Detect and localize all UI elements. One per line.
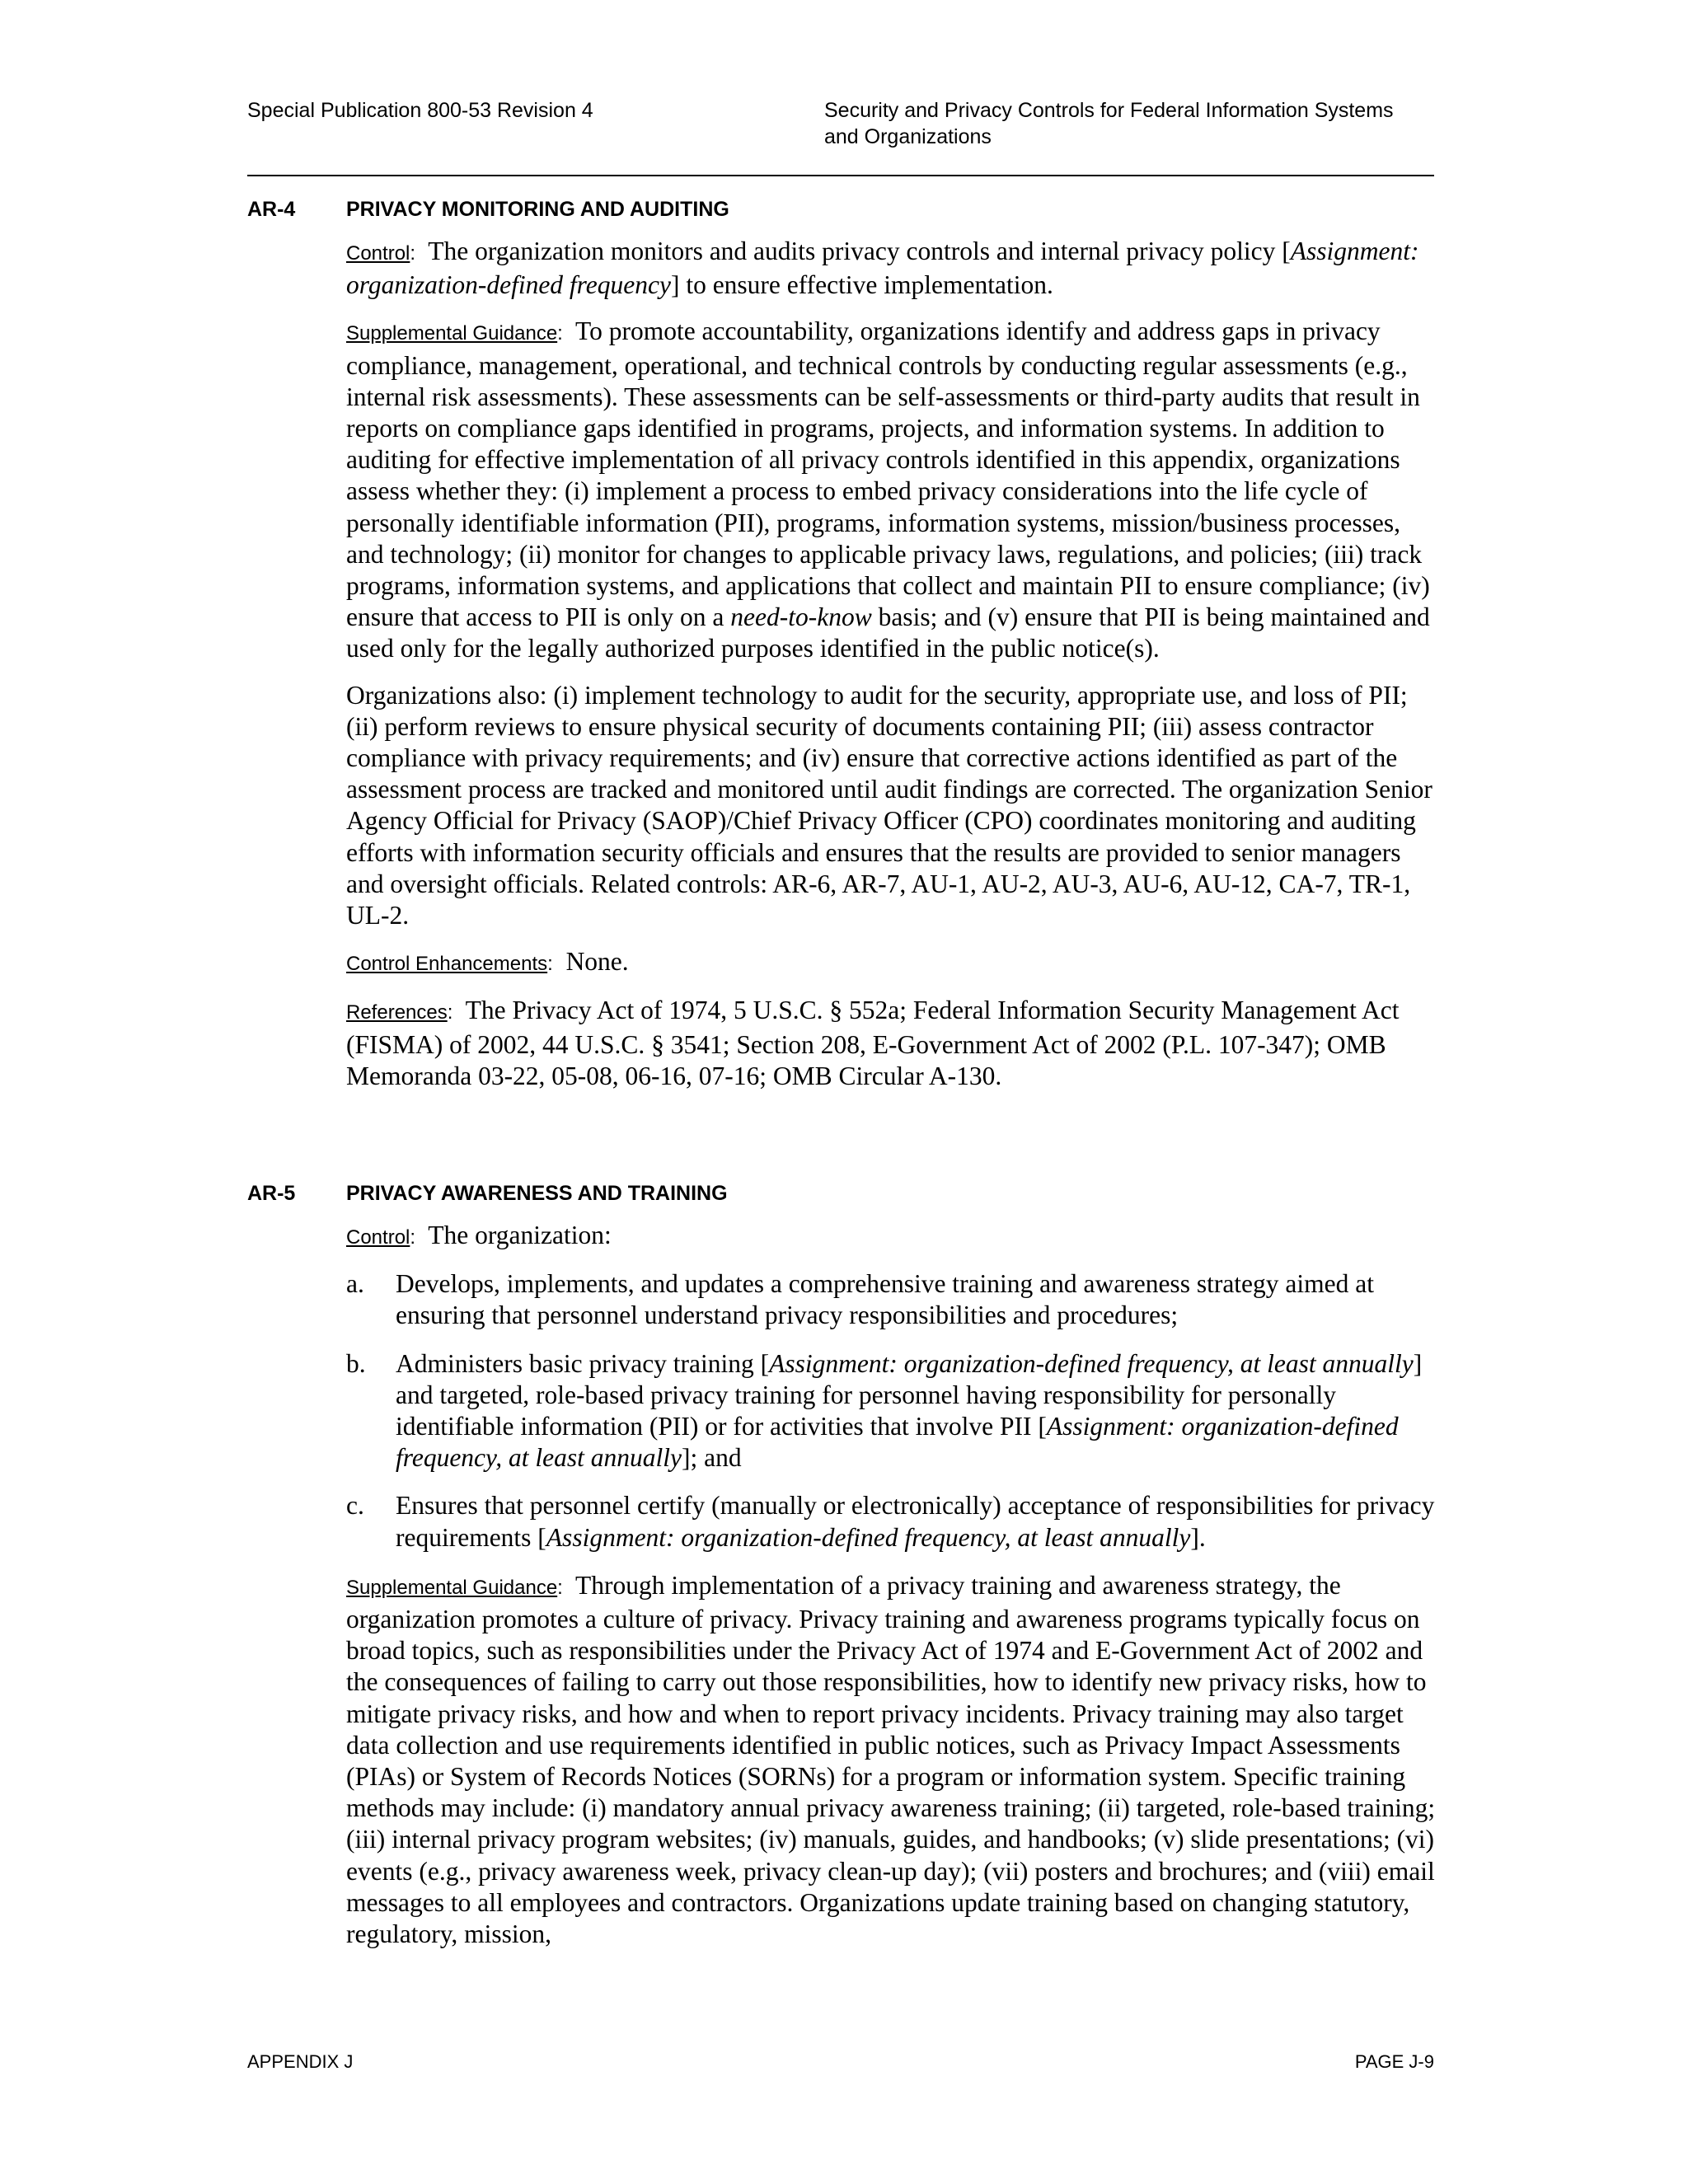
control-title: PRIVACY AWARENESS AND TRAINING: [346, 1182, 728, 1205]
running-header-left: Special Publication 800-53 Revision 4: [247, 99, 593, 122]
list-item: a. Develops, implements, and updates a comprehensive training and awareness strategy aimed at ensuring that personnel understand privacy responsibilities and procedures;: [346, 1269, 1374, 1330]
running-header-right-line1: Security and Privacy Controls for Federal Information Systems: [824, 99, 1394, 122]
supplemental-guidance: Supplemental Guidance: Through implementation of a privacy training and awareness strategy, the organization promotes a culture of privacy. Privacy training and awareness programs typically focus on broad topics, such as responsibilities under the Privacy Act of 1974 and E-Government Act of 2002 and the consequences of failing to carry out those responsibilities, how to identify new privacy risks, how to mitigate privacy risks, and how and when to report privacy incidents. Privacy training may also target data collection and use requirements identified in public notices, such as Privacy Impact Assessments (PIAs) or System of Records Notices (SORNs) for a program or information system. Specific training methods may include: (i) mandatory annual privacy awareness training; (ii) targeted, role-based training; (iii) internal privacy program websites; (iv) manuals, guides, and handbooks; (v) slide presentations; (vi) events (e.g., privacy awareness week, privacy clean-up day); (vii) posters and brochures; and (viii) email messages to all employees and contractors. Organizations update training based on changing statutory, regulatory, mission,: [346, 1570, 1436, 1949]
references: References: The Privacy Act of 1974, 5 U.S.C. § 552a; Federal Information Security Management Act (FISMA) of 2002, 44 U.S.C. § 3541; Section 208, E-Government Act of 2002 (P.L. 107-347); OMB Memoranda 03-22, 05-08, 06-16, 07-16; OMB Circular A-130.: [346, 996, 1400, 1090]
control-body: [346, 236, 1442, 1107]
control-statement: Control: The organization:: [346, 1221, 612, 1249]
control-statement: Control: The organization monitors and audits privacy controls and internal privacy policy [Assignment: organization-defined frequency] to ensure effective implementation.: [346, 237, 1419, 300]
control-id: AR-4: [247, 198, 296, 221]
supplemental-guidance-label: Supplemental Guidance: [346, 1576, 558, 1599]
header-rule: [247, 175, 1434, 176]
control-label: Control: [346, 242, 410, 265]
supplemental-guidance-label: Supplemental Guidance: [346, 322, 558, 345]
list-item: c. Ensures that personnel certify (manually or electronically) acceptance of responsibilities for privacy requirements [Assignment: organization-defined frequency, at least annually].: [346, 1491, 1435, 1552]
control-body: [346, 1220, 1442, 1965]
control-enhancements-label: Control Enhancements: [346, 953, 548, 976]
references-label: References: [346, 1001, 448, 1024]
supplemental-guidance-continued: Organizations also: (i) implement technology to audit for the security, appropriate use, and loss of PII; (ii) perform reviews to ensure physical security of documents containing PII; (iii) assess contractor compliance with privacy requirements; and (iv) ensure that corrective actions identified as part of the assessment process are tracked and monitored until audit findings are corrected. The organization Senior Agency Official for Privacy (SAOP)/Chief Privacy Officer (CPO) coordinates monitoring and auditing efforts with information security officials and ensures that the results are provided to senior managers and oversight officials. Related controls: AR-6, AR-7, AU-1, AU-2, AU-3, AU-6, AU-12, CA-7, TR-1, UL-2.: [346, 680, 1432, 930]
running-header-right-line2: and Organizations: [824, 125, 992, 148]
footer-page-number: PAGE J-9: [1354, 2051, 1434, 2072]
control-label: Control: [346, 1226, 410, 1249]
list-item: b. Administers basic privacy training [Assignment: organization-defined frequency, at least annually] and targeted, role-based privacy training for personnel having responsibility for personally identifiable information (PII) or for activities that involve PII [Assignment: organization-defined frequency, at least annually]; and: [346, 1348, 1423, 1473]
control-requirements-list: [346, 1268, 1442, 1554]
footer-appendix: APPENDIX J: [247, 2051, 354, 2072]
running-header-right: [824, 97, 1451, 150]
supplemental-guidance: Supplemental Guidance: To promote accountability, organizations identify and address gaps in privacy compliance, management, operational, and technical controls by conducting regular assessments (e.g., internal risk assessments). These assessments can be self-assessments or third-party audits that result in reports on compliance gaps identified in programs, projects, and information systems. In addition to auditing for effective implementation of all privacy controls identified in this appendix, organizations assess whether they: (i) implement a process to embed privacy considerations into the life cycle of personally identifiable information (PII), programs, information systems, mission/business processes, and technology; (ii) monitor for changes to applicable privacy laws, regulations, and policies; (iii) track programs, information systems, and applications that collect and maintain PII to ensure compliance; (iv) ensure that access to PII is only on a need-to-know basis; and (v) ensure that PII is being maintained and used only for the legally authorized purposes identified in the public notice(s).: [346, 316, 1430, 663]
control-title: PRIVACY MONITORING AND AUDITING: [346, 198, 729, 221]
control-id: AR-5: [247, 1182, 296, 1205]
control-enhancements: Control Enhancements: None.: [346, 947, 629, 977]
